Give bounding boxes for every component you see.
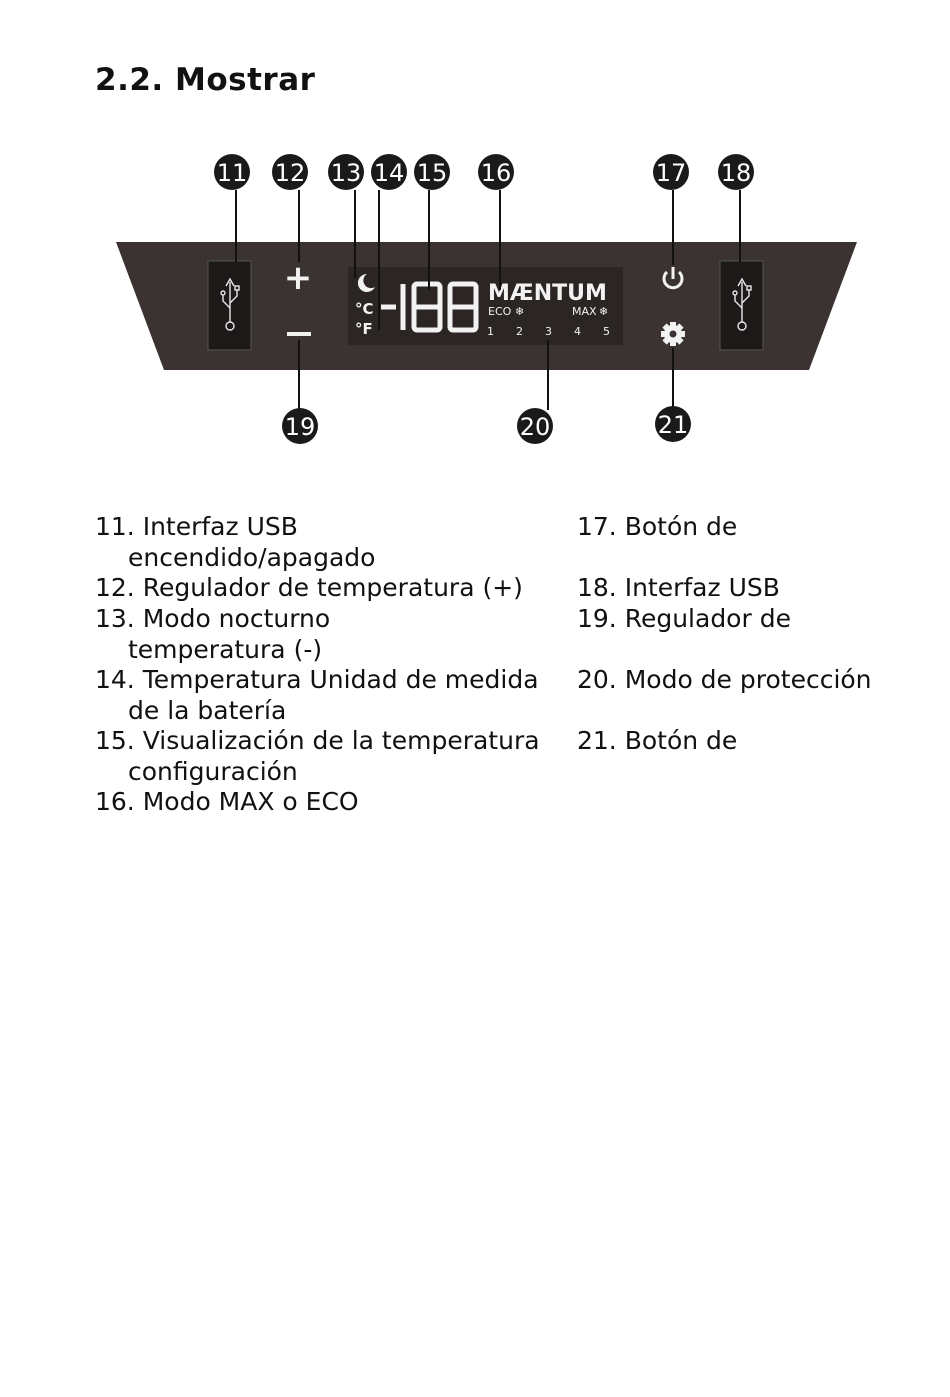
legend-item-18 bbox=[577, 573, 780, 604]
legend-text: 16. Modo MAX o ECO bbox=[95, 787, 359, 816]
callout-17 bbox=[653, 154, 689, 190]
svg-text:19: 19 bbox=[284, 413, 316, 441]
brand-logo: MÆNTUM bbox=[488, 281, 607, 306]
callout-13 bbox=[328, 154, 364, 190]
callout-21 bbox=[655, 406, 691, 442]
max-label: MAX bbox=[572, 305, 597, 318]
legend-item-12 bbox=[95, 573, 523, 604]
minus-button bbox=[287, 332, 311, 336]
level-1: 1 bbox=[487, 325, 494, 338]
legend-text-cont: de la batería bbox=[128, 695, 287, 725]
legend-item-20 bbox=[577, 665, 872, 696]
svg-text:13: 13 bbox=[330, 159, 362, 187]
callout-14 bbox=[371, 154, 407, 190]
legend-text: 20. Modo de protección bbox=[577, 665, 872, 694]
svg-text:20: 20 bbox=[519, 413, 551, 441]
legend-item-19 bbox=[577, 604, 791, 635]
legend-text: 13. Modo nocturno bbox=[95, 604, 331, 633]
legend-item-14 bbox=[95, 665, 539, 726]
legend-item-17 bbox=[577, 512, 737, 543]
unit-celsius: °C bbox=[355, 300, 374, 318]
legend-text: 21. Botón de bbox=[577, 726, 738, 755]
legend-text-cont: temperatura (-) bbox=[128, 634, 323, 664]
callout-11 bbox=[214, 154, 250, 190]
svg-text:21: 21 bbox=[657, 411, 689, 439]
legend-item-11 bbox=[95, 512, 375, 573]
svg-text:18: 18 bbox=[720, 159, 752, 187]
legend-item-16 bbox=[95, 787, 359, 818]
legend-item-21 bbox=[577, 726, 737, 757]
snowflake-icon: ❄ bbox=[599, 305, 609, 318]
callout-19 bbox=[282, 408, 318, 444]
snowflake-icon: ❄ bbox=[515, 305, 525, 318]
svg-text:15: 15 bbox=[416, 159, 448, 187]
level-2: 2 bbox=[516, 325, 523, 338]
eco-label: ECO bbox=[488, 305, 512, 318]
svg-text:14: 14 bbox=[373, 159, 405, 187]
usb-port-left bbox=[208, 261, 251, 350]
legend-text: 19. Regulador de bbox=[577, 604, 791, 633]
svg-text:17: 17 bbox=[655, 159, 687, 187]
level-3: 3 bbox=[545, 325, 552, 338]
legend-item-13 bbox=[95, 604, 330, 665]
gear-icon bbox=[661, 322, 685, 346]
legend-text: 11. Interfaz USB bbox=[95, 512, 298, 541]
legend-item-15 bbox=[95, 726, 540, 787]
legend-text-cont: encendido/apagado bbox=[128, 542, 376, 572]
callout-16 bbox=[478, 154, 514, 190]
page-title: 2.2. Mostrar bbox=[95, 62, 316, 98]
callout-20 bbox=[517, 408, 553, 444]
legend-text: 12. Regulador de temperatura (+) bbox=[95, 573, 523, 602]
callout-15 bbox=[414, 154, 450, 190]
level-4: 4 bbox=[574, 325, 581, 338]
legend-text: 17. Botón de bbox=[577, 512, 738, 541]
svg-text:16: 16 bbox=[480, 159, 512, 187]
usb-port-right bbox=[720, 261, 763, 350]
legend-text: 18. Interfaz USB bbox=[577, 573, 780, 602]
svg-text:12: 12 bbox=[274, 159, 306, 187]
unit-fahrenheit: °F bbox=[355, 320, 373, 338]
svg-text:11: 11 bbox=[216, 159, 248, 187]
callout-18 bbox=[718, 154, 754, 190]
legend-text: 14. Temperatura Unidad de medida bbox=[95, 665, 539, 694]
legend-text-cont: configuración bbox=[128, 756, 298, 786]
control-panel-diagram bbox=[0, 140, 950, 460]
plus-button: + bbox=[283, 258, 313, 298]
legend-text: 15. Visualización de la temperatura bbox=[95, 726, 540, 755]
callout-12 bbox=[272, 154, 308, 190]
level-5: 5 bbox=[603, 325, 610, 338]
